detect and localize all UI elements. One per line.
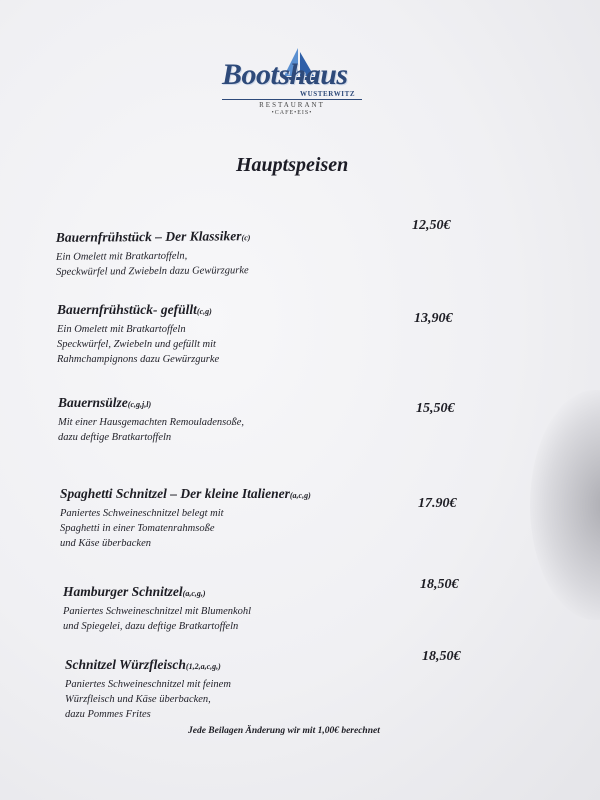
- menu-item-name: Bauernfrühstück- gefüllt(c,g): [57, 302, 212, 317]
- page-title: Hauptspeisen: [236, 154, 349, 176]
- menu-item: [65, 657, 231, 722]
- menu-item-description: Paniertes Schweineschnitzel mit Blumenkohl und Spiegelei, dazu deftige Bratkartoffeln: [63, 606, 252, 632]
- menu-item: [56, 228, 251, 280]
- logo-cafe-eis: •CAFE•EIS•: [271, 110, 313, 116]
- logo-restaurant: RESTAURANT: [259, 101, 325, 109]
- menu-item: [63, 584, 251, 634]
- logo-location: WUSTERWITZ: [300, 90, 356, 98]
- menu-item-price: 13,90€: [414, 311, 453, 326]
- menu-item-name: Hamburger Schnitzel(a,c,g,): [63, 584, 206, 599]
- menu-item-price: 17.90€: [418, 496, 457, 511]
- allergen-codes: (c,g): [196, 307, 212, 316]
- menu-item-name: Bauernfrühstück – Der Klassiker(c): [55, 228, 251, 245]
- menu-item-price: 15,50€: [416, 401, 455, 416]
- menu-item-price: 12,50€: [412, 218, 451, 233]
- allergen-codes: (1,2,a,c,g,): [185, 662, 221, 671]
- menu-item-price: 18,50€: [422, 649, 461, 664]
- logo-divider: [222, 99, 362, 100]
- menu-item-name: Bauernsülze(c,g,j,l): [58, 395, 152, 410]
- allergen-codes: (a,c,g): [289, 491, 311, 500]
- menu-item-name: Schnitzel Würzfleisch(1,2,a,c,g,): [65, 657, 221, 672]
- allergen-codes: (c): [241, 233, 251, 243]
- menu-item: [60, 486, 311, 551]
- allergen-codes: (a,c,g,): [182, 589, 206, 598]
- menu-item-description: Paniertes Schweineschnitzel mit feinem Würzfleisch und Käse überbacken, dazu Pommes Frites: [65, 679, 231, 720]
- menu-item: [57, 302, 219, 367]
- menu-item-description: Ein Omelett mit Bratkartoffeln Speckwürfel, Zwiebeln und gefüllt mit Rahmchampignons dazu Gewürzgurke: [57, 324, 220, 365]
- menu-item-description: Mit einer Hausgemachten Remouladensoße, dazu deftige Bratkartoffeln: [58, 417, 245, 443]
- menu-item-price: 18,50€: [420, 577, 459, 592]
- menu-item: [58, 395, 244, 445]
- footer-note: Jede Beilagen Änderung wir mit 1,00€ berechnet: [188, 726, 380, 736]
- menu-item-description: Paniertes Schweineschnitzel belegt mit Spaghetti in einer Tomatenrahmsoße und Käse überbacken: [60, 508, 224, 549]
- allergen-codes: (c,g,j,l): [127, 400, 152, 409]
- menu-item-name: Spaghetti Schnitzel – Der kleine Italiener(a,c,g): [60, 486, 311, 501]
- restaurant-logo: [216, 46, 366, 126]
- logo-wordmark: Bootshaus: [222, 58, 348, 91]
- menu-item-description: Ein Omelett mit Bratkartoffeln, Speckwürfel und Zwiebeln dazu Gewürzgurke: [55, 250, 249, 278]
- shadow: [530, 390, 600, 620]
